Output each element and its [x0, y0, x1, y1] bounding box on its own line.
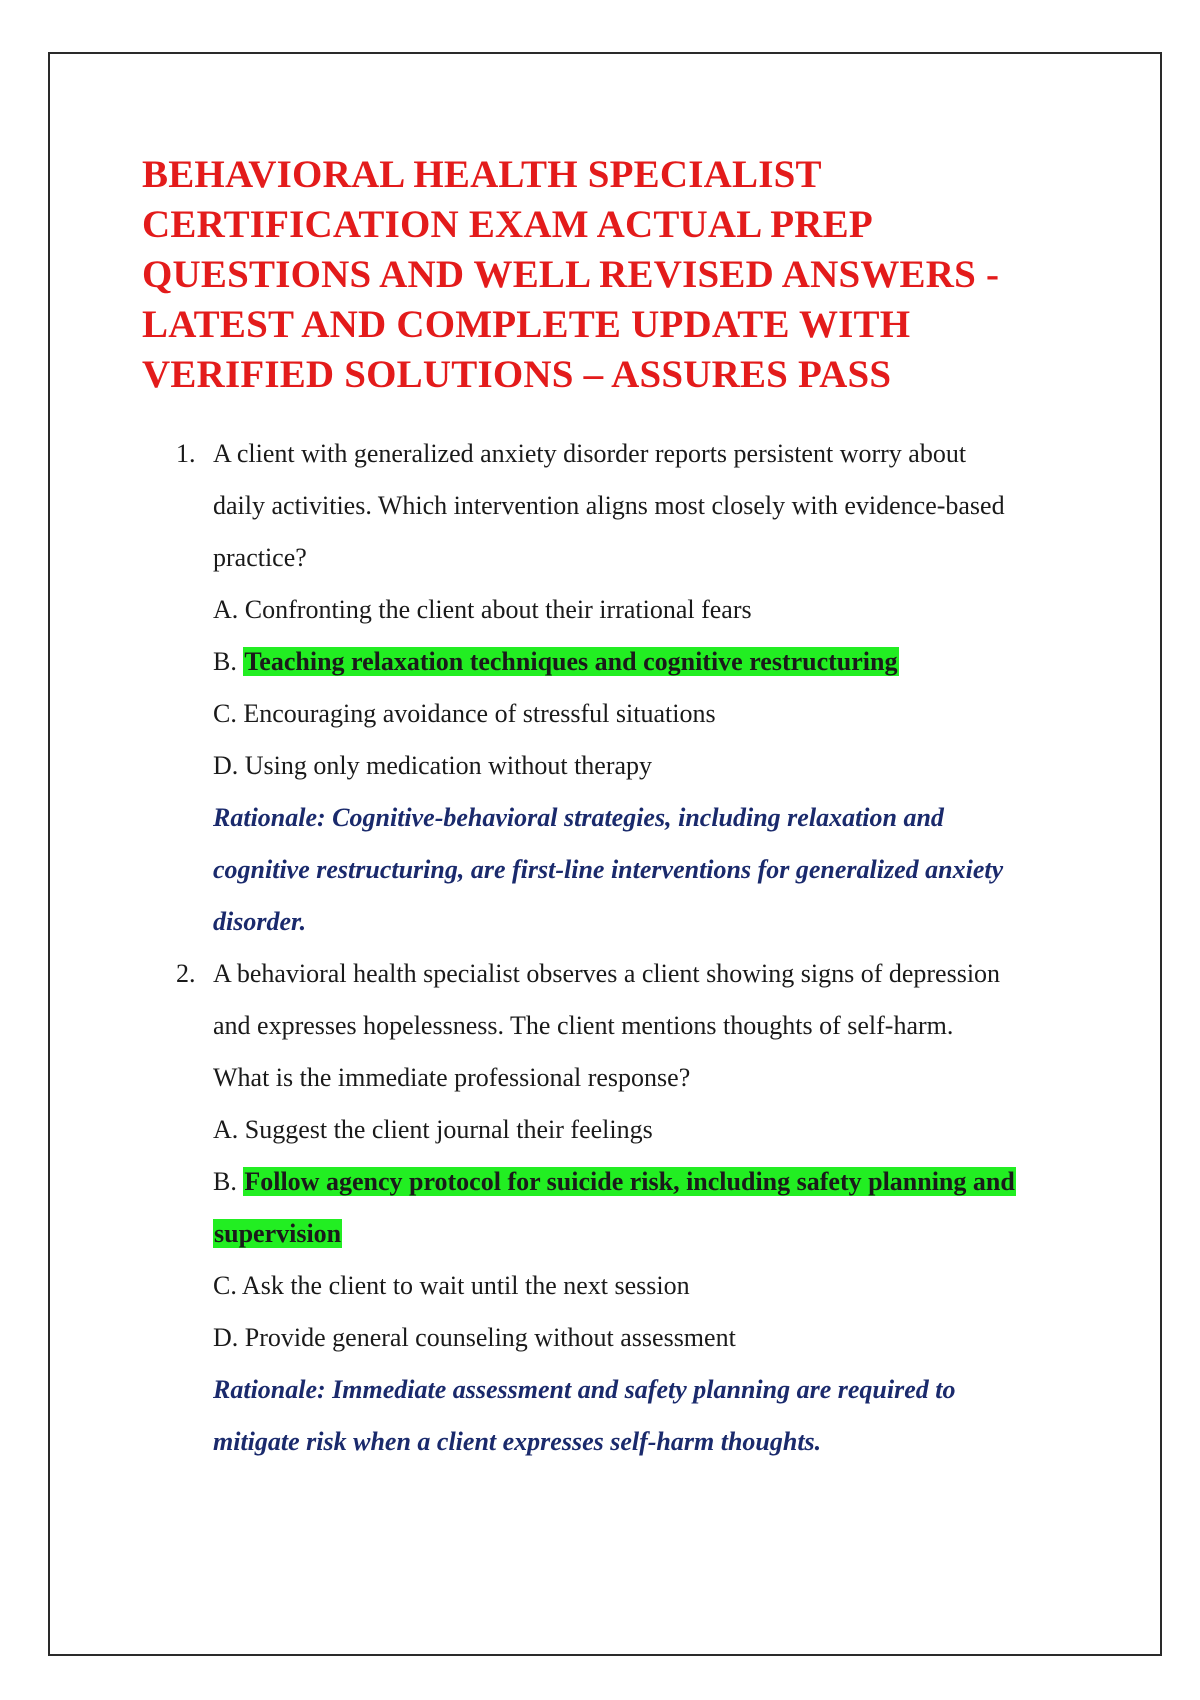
- question-body: [213, 428, 1096, 948]
- option-text: Encouraging avoidance of stressful situations: [243, 699, 716, 728]
- title-line: CERTIFICATION EXAM ACTUAL PREP: [142, 203, 873, 246]
- option-b-correct-continued: [213, 1208, 1096, 1260]
- option-a: [213, 584, 1096, 636]
- option-letter: C.: [213, 1271, 237, 1300]
- stem-line: practice?: [213, 543, 307, 572]
- stem-line: daily activities. Which intervention aligns most closely with evidence-based: [213, 491, 1005, 520]
- option-text: Suggest the client journal their feelings: [244, 1115, 653, 1144]
- option-d: [213, 740, 1096, 792]
- stem-line: What is the immediate professional response?: [213, 1063, 691, 1092]
- question-1: [176, 428, 1096, 948]
- option-b-correct: [213, 1156, 1096, 1208]
- stem-line: A behavioral health specialist observes a client showing signs of depression: [213, 959, 1001, 988]
- correct-answer-highlight: Follow agency protocol for suicide risk, including safety planning and: [244, 1167, 1015, 1196]
- rationale-line: mitigate risk when a client expresses self-harm thoughts.: [213, 1427, 822, 1456]
- option-letter: A.: [213, 1115, 239, 1144]
- option-text: Using only medication without therapy: [244, 751, 653, 780]
- rationale-line: disorder.: [213, 907, 307, 936]
- title-line: QUESTIONS AND WELL REVISED ANSWERS -: [142, 253, 1000, 296]
- stem-line: and expresses hopelessness. The client mentions thoughts of self-harm.: [213, 1011, 954, 1040]
- option-letter: B.: [213, 1167, 237, 1196]
- option-b-correct: [213, 636, 1096, 688]
- rationale-line: Rationale: Immediate assessment and safety planning are required to: [213, 1375, 956, 1404]
- title-line: LATEST AND COMPLETE UPDATE WITH: [142, 303, 911, 346]
- question-stem: [213, 948, 1096, 1104]
- option-letter: D.: [213, 751, 239, 780]
- option-letter: D.: [213, 1323, 239, 1352]
- question-list: [176, 428, 1096, 1468]
- question-number: 1.: [176, 439, 196, 468]
- option-c: [213, 688, 1096, 740]
- option-d: [213, 1312, 1096, 1364]
- question-stem: [213, 428, 1096, 584]
- rationale-line: cognitive restructuring, are first-line interventions for generalized anxiety: [213, 855, 1004, 884]
- question-body: [213, 948, 1096, 1468]
- stem-line: A client with generalized anxiety disorder reports persistent worry about: [213, 439, 967, 468]
- correct-answer-highlight: Teaching relaxation techniques and cognitive restructuring: [244, 647, 898, 676]
- question-number: 2.: [176, 959, 196, 988]
- option-a: [213, 1104, 1096, 1156]
- option-c: [213, 1260, 1096, 1312]
- option-text: Confronting the client about their irrational fears: [244, 595, 752, 624]
- rationale: [213, 1364, 1096, 1468]
- option-text: Provide general counseling without assessment: [244, 1323, 736, 1352]
- option-letter: C.: [213, 699, 237, 728]
- option-text: Ask the client to wait until the next session: [241, 1271, 690, 1300]
- title-line: BEHAVIORAL HEALTH SPECIALIST: [142, 153, 822, 196]
- document-title: [142, 150, 1102, 400]
- rationale: [213, 792, 1096, 948]
- rationale-line: Rationale: Cognitive-behavioral strategies, including relaxation and: [213, 803, 944, 832]
- correct-answer-highlight: supervision: [214, 1219, 342, 1248]
- option-letter: A.: [213, 595, 239, 624]
- question-2: [176, 948, 1096, 1468]
- title-line: VERIFIED SOLUTIONS – ASSURES PASS: [142, 353, 892, 396]
- option-letter: B.: [213, 647, 237, 676]
